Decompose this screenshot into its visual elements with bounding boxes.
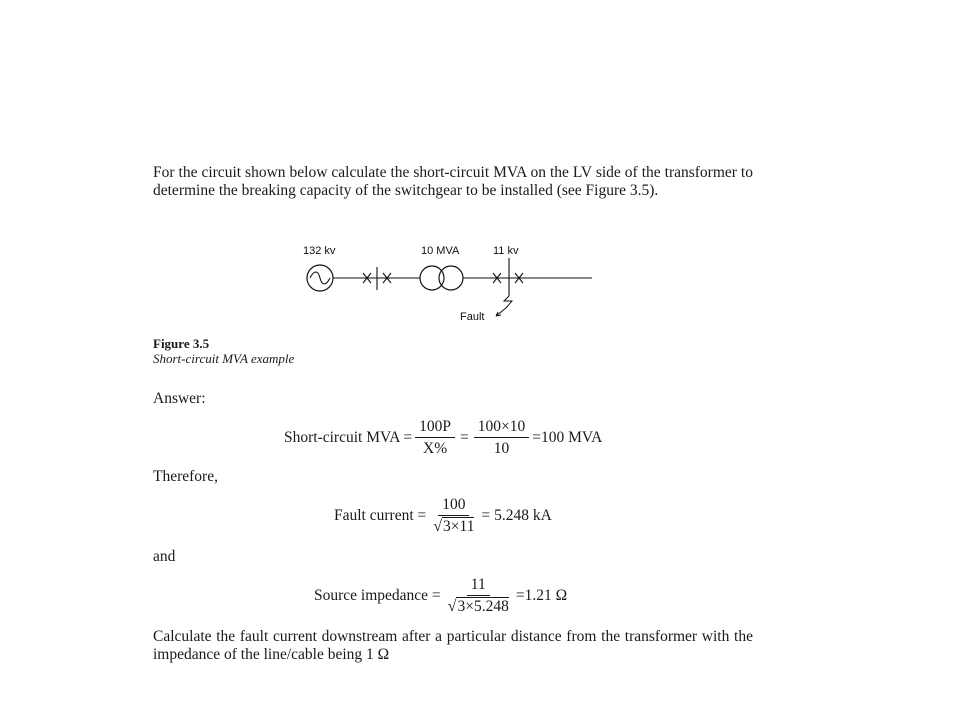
fault-arrow-icon	[496, 308, 506, 316]
eq1-f1-numerator: 100P	[415, 418, 455, 438]
eq1-fraction-1	[415, 418, 455, 458]
eq2-result: = 5.248 kA	[481, 507, 552, 524]
eq3-radicand: 3×5.248	[457, 598, 509, 615]
closing-paragraph: Calculate the fault current downstream after a particular distance from the transformer with the impedance of the line/cable being 1 Ω	[153, 628, 753, 663]
breaker-1-icon	[363, 267, 391, 290]
eq1-result: =100 MVA	[532, 429, 603, 446]
eq3-denominator	[444, 596, 513, 616]
eq2-denominator	[429, 516, 478, 536]
eq2-radicand: 3×11	[443, 518, 475, 535]
transformer-rating-label: 10 MVA	[421, 245, 460, 257]
source-voltage-label: 132 kv	[303, 245, 336, 257]
eq1-f2-numerator: 100×10	[474, 418, 530, 438]
transformer-winding-2-icon	[439, 266, 463, 290]
eq3-result: =1.21 Ω	[515, 587, 568, 604]
eq2-lhs: Fault current =	[334, 507, 427, 524]
therefore-label: Therefore,	[153, 468, 218, 485]
eq1-lhs: Short-circuit MVA =	[284, 429, 413, 446]
breaker-2-icon	[493, 258, 523, 296]
eq1-fraction-2	[474, 418, 530, 458]
circuit-diagram	[290, 238, 610, 330]
answer-label: Answer:	[153, 390, 206, 407]
figure-title: Figure 3.5	[153, 336, 210, 351]
eq3-fraction	[444, 576, 513, 616]
eq2-numerator: 100	[438, 496, 469, 516]
eq1-f2-denominator: 10	[493, 440, 510, 457]
lv-voltage-label: 11 kv	[493, 245, 519, 257]
intro-paragraph: For the circuit shown below calculate the short-circuit MVA on the LV side of the transformer to determine the breaking capacity of the switchgear to be installed (see Figure 3.5).	[153, 164, 753, 199]
fault-symbol-icon	[504, 296, 512, 308]
sine-wave-icon	[310, 272, 330, 284]
sqrt-icon: √	[447, 598, 457, 615]
eq3-numerator: 11	[467, 576, 490, 596]
figure-caption: Short-circuit MVA example	[153, 351, 295, 366]
eq3-lhs: Source impedance =	[314, 587, 441, 604]
sqrt-icon: √	[433, 518, 443, 535]
eq1-f1-denominator: X%	[423, 440, 448, 457]
eq2-fraction	[429, 496, 478, 536]
equation-source-impedance	[314, 576, 567, 616]
transformer-winding-1-icon	[420, 266, 444, 290]
fault-label: Fault	[460, 311, 485, 323]
eq1-equals: =	[460, 429, 469, 446]
equation-fault-current	[334, 496, 552, 536]
equation-short-circuit-mva	[284, 418, 602, 458]
and-label: and	[153, 548, 176, 565]
